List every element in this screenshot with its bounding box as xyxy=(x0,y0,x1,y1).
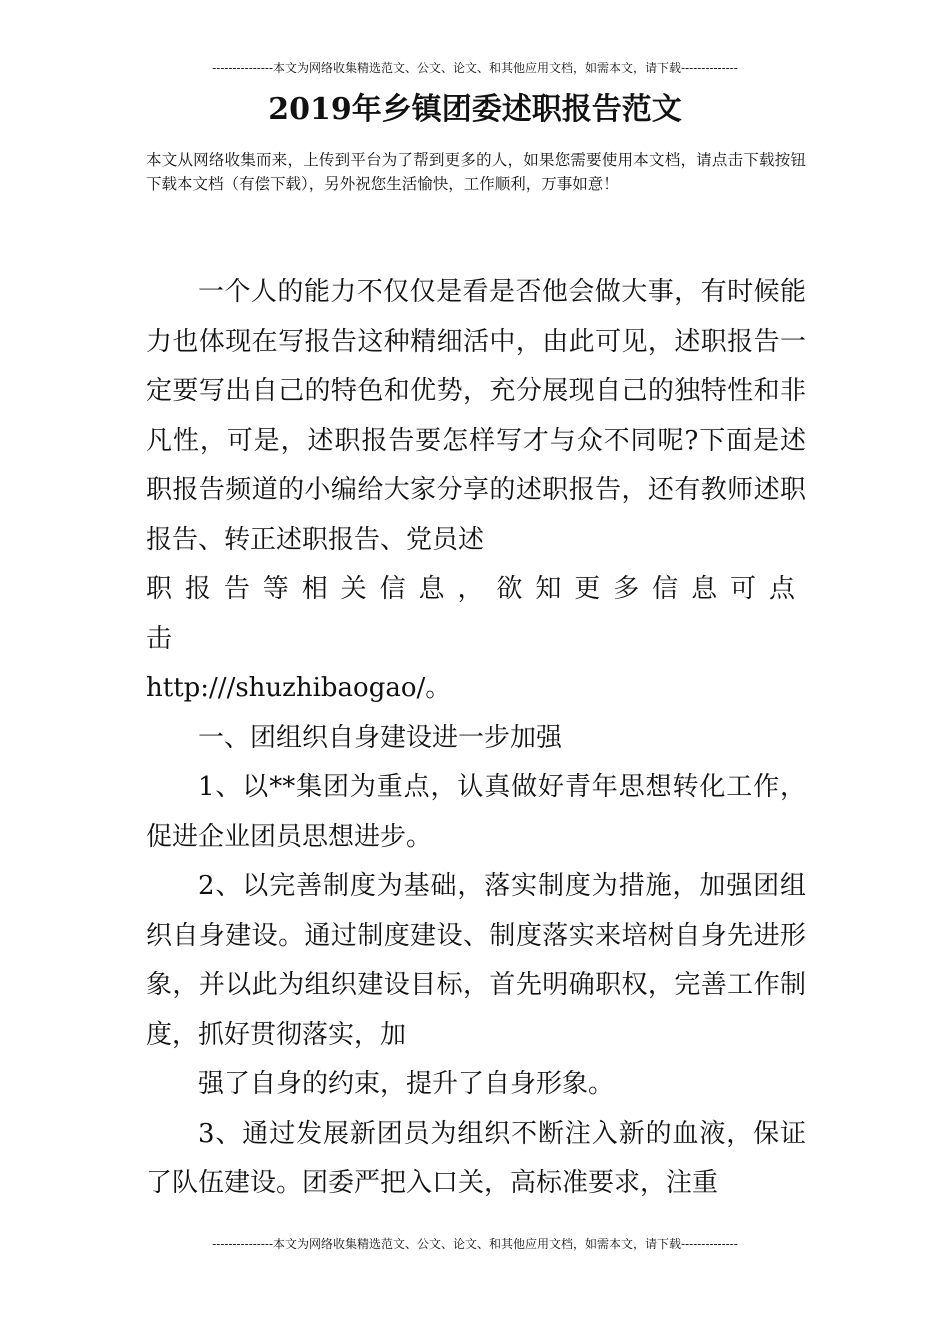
section-heading: 一、团组织自身建设进一步加强 xyxy=(198,722,563,753)
link-text: http:///shuzhibaogao/。 xyxy=(146,673,452,703)
paragraph-item-3: 3、通过发展新团员为组织不断注入新的血液，保证了队伍建设。团委严把入口关，高标准要求，注重 xyxy=(146,1118,806,1198)
paragraph-item-2-cont: 强了自身的约束，提升了自身形象。 xyxy=(198,1069,615,1099)
paragraph-intro: 一个人的能力不仅仅是看是否他会做大事，有时候能力也体现在写报告这种精细活中，由此可见，述职报告一定要写出自己的特色和优势，充分展现自己的独特性和非凡性，可是，述职报告要怎样写才与众不同呢?下面是述职报告频道的小编给大家分享的述职报告，还有教师述职报告、转正述职报告、党员述 xyxy=(146,277,806,555)
header-banner: ---------------本文为网络收集精选范文、公文、论文、和其他应用文档，如需本文，请下载-------------- xyxy=(212,61,738,75)
document-body xyxy=(146,268,806,1209)
paragraph-item-1: 1、以**集团为重点，认真做好青年思想转化工作，促进企业团员思想进步。 xyxy=(146,772,806,852)
document-title: 2019年乡镇团委述职报告范文 xyxy=(268,92,682,127)
intro-note: 本文从网络收集而来，上传到平台为了帮到更多的人，如果您需要使用本文档，请点击下载按钮下载本文档（有偿下载），另外祝您生活愉快，工作顺利，万事如意！ xyxy=(146,151,806,193)
paragraph-item-2: 2、以完善制度为基础，落实制度为措施，加强团组织自身建设。通过制度建设、制度落实来培树自身先进形象，并以此为组织建设目标，首先明确职权，完善工作制度，抓好贯彻落实，加 xyxy=(146,871,806,1050)
paragraph-intro-cont: 职报告等相关信息，欲知更多信息可点击 xyxy=(146,574,806,654)
footer-banner: ---------------本文为网络收集精选范文、公文、论文、和其他应用文档，如需本文，请下载-------------- xyxy=(212,1237,738,1251)
